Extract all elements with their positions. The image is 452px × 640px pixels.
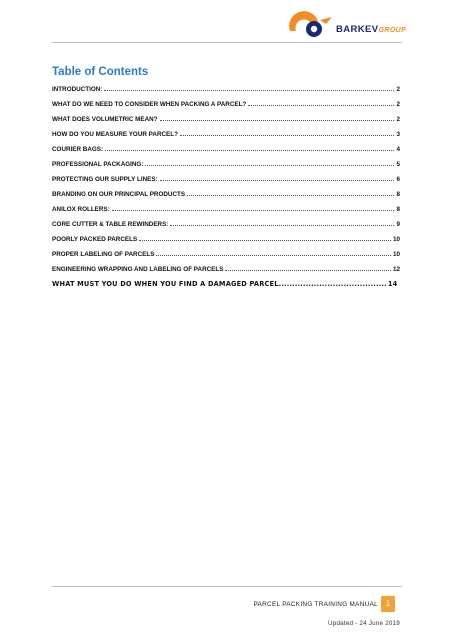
toc-entry-label: POORLY PACKED PARCELS <box>52 236 138 243</box>
toc-entry-page: 9 <box>396 221 400 228</box>
toc-leader <box>145 164 394 166</box>
toc-leader <box>139 239 391 241</box>
toc-entry-damaged-parcel[interactable] <box>52 277 400 288</box>
toc-entry-poorly-packed[interactable] <box>52 232 400 243</box>
footer-updated-date: Updated - 24 June 2019 <box>328 620 400 627</box>
footer-document-title: PARCEL PACKING TRAINING MANUAL <box>253 601 378 608</box>
toc-leader <box>225 269 391 271</box>
toc-entry-professional-packaging[interactable] <box>52 157 400 168</box>
toc-entry-label: HOW DO YOU MEASURE YOUR PARCEL? <box>52 131 178 138</box>
toc-entry-core-cutter[interactable] <box>52 217 400 228</box>
toc-leader: ........................................ <box>278 280 387 288</box>
toc-leader <box>248 104 394 106</box>
toc-entry-page: 10 <box>392 251 400 258</box>
toc-entry-measure[interactable] <box>52 127 400 138</box>
toc-leader <box>156 254 391 256</box>
toc-entry-page: 10 <box>392 236 400 243</box>
toc-leader <box>112 209 395 211</box>
toc-entry-label: WHAT DO WE NEED TO CONSIDER WHEN PACKING A PARCEL? <box>52 101 247 108</box>
toc-entry-courier-bags[interactable] <box>52 142 400 153</box>
toc-entry-label: BRANDING ON OUR PRINCIPAL PRODUCTS <box>52 191 186 198</box>
toc-entry-label: CORE CUTTER & TABLE REWINDERS: <box>52 221 169 228</box>
toc-entry-page: 14 <box>387 280 398 288</box>
toc-entry-page: 6 <box>396 176 400 183</box>
toc-entry-engineering-wrapping[interactable] <box>52 262 400 273</box>
logo-primary-text: BARKEV <box>336 24 379 35</box>
toc-entry-label: ENGINEERING WRAPPING AND LABELING OF PARCELS <box>52 266 224 273</box>
toc-entry-label: PROTECTING OUR SUPPLY LINES: <box>52 176 158 183</box>
toc-title: Table of Contents <box>52 66 149 78</box>
toc-entry-page: 2 <box>396 101 400 108</box>
toc-entry-page: 2 <box>396 86 400 93</box>
logo-wordmark <box>336 24 406 35</box>
toc-entry-label: ANILOX ROLLERS: <box>52 206 110 213</box>
toc-entry-page: 8 <box>396 206 400 213</box>
header-divider <box>52 42 402 43</box>
toc-leader <box>160 179 395 181</box>
footer-page-number: 1 <box>381 596 395 612</box>
toc-entry-proper-labeling[interactable] <box>52 247 400 258</box>
toc-entry-page: 12 <box>392 266 400 273</box>
toc-entry-supply-lines[interactable] <box>52 172 400 183</box>
toc-leader <box>104 89 394 91</box>
footer-divider <box>52 586 402 587</box>
toc-entry-label: WHAT MUST YOU DO WHEN YOU FIND A DAMAGED PARCEL <box>52 280 279 288</box>
toc-entry-anilox-rollers[interactable] <box>52 202 400 213</box>
toc-entry-label: PROPER LABELING OF PARCELS <box>52 251 155 258</box>
toc-entry-label: WHAT DOES VOLUMETRIC MEAN? <box>52 116 158 123</box>
toc-leader <box>170 224 394 226</box>
logo-secondary-text: GROUP <box>378 27 407 34</box>
toc-entry-page: 5 <box>396 161 400 168</box>
toc-entry-page: 4 <box>396 146 400 153</box>
toc-entry-introduction[interactable] <box>52 82 400 93</box>
toc-leader <box>187 194 394 196</box>
toc-leader <box>180 134 395 136</box>
toc-leader <box>160 119 395 121</box>
toc-entry-volumetric[interactable] <box>52 112 400 123</box>
toc-entry-page: 8 <box>396 191 400 198</box>
toc-entry-considerations[interactable] <box>52 97 400 108</box>
toc-entry-label: COURIER BAGS: <box>52 146 104 153</box>
toc-entry-label: PROFESSIONAL PACKAGING: <box>52 161 144 168</box>
toc-entry-page: 2 <box>396 116 400 123</box>
toc-leader <box>105 149 394 151</box>
toc-entry-page: 3 <box>396 131 400 138</box>
toc-entry-label: INTRODUCTION: <box>52 86 103 93</box>
toc-entry-branding[interactable] <box>52 187 400 198</box>
